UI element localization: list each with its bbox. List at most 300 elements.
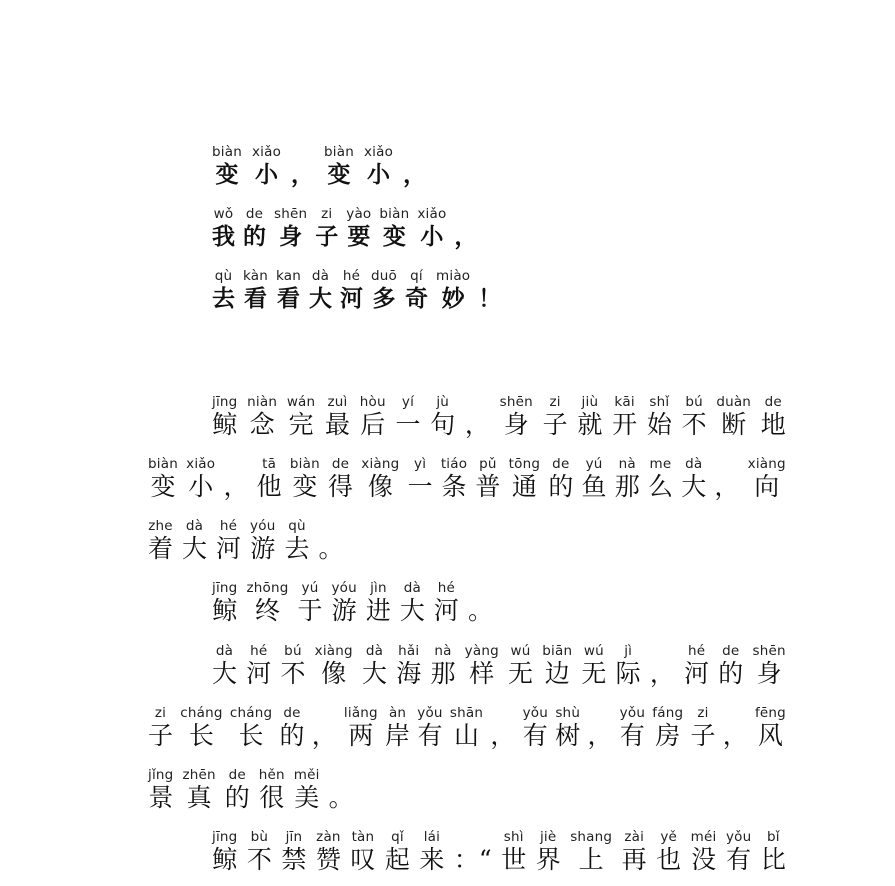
pinyin-character-unit: [212, 643, 237, 689]
pinyin-annotation: de: [228, 767, 246, 783]
pinyin-annotation: shēn: [274, 206, 308, 222]
hanzi-character: 一: [395, 410, 421, 439]
hanzi-character: 妙: [441, 286, 465, 312]
hanzi-character: 的: [224, 783, 250, 812]
pinyin-annotation: kan: [276, 268, 302, 284]
punctuation: [478, 268, 501, 314]
pinyin-annotation: de: [283, 705, 301, 721]
pinyin-annotation: tōng: [508, 456, 541, 472]
text-line-6: [148, 705, 786, 751]
poem-line-1: [212, 144, 436, 190]
hanzi-character: 长: [238, 721, 264, 750]
pinyin-character-unit: [331, 580, 356, 626]
pinyin-annotation: tàn: [351, 829, 375, 845]
hanzi-character: 游: [331, 596, 357, 625]
pinyin-annotation: yàng: [464, 643, 499, 659]
pinyin-annotation: niàn: [247, 394, 278, 410]
pinyin-annotation: biàn: [324, 144, 354, 160]
hanzi-character: 边: [544, 659, 570, 688]
hanzi-character: ，: [649, 659, 675, 688]
hanzi-character: ，: [714, 472, 740, 501]
hanzi-character: 大: [309, 286, 333, 312]
pinyin-annotation: pǔ: [479, 456, 497, 472]
pinyin-annotation: wán: [286, 394, 316, 410]
hanzi-character: ，: [291, 162, 315, 188]
pinyin-annotation: jīng: [212, 394, 238, 410]
pinyin-character-unit: [548, 456, 573, 502]
poem-line-3: [212, 268, 509, 314]
pinyin-annotation: shān: [449, 705, 484, 721]
text-line-3: [148, 518, 352, 564]
pinyin-annotation: bú: [284, 643, 302, 659]
hanzi-character: 也: [656, 845, 682, 874]
hanzi-character: 么: [647, 472, 673, 501]
hanzi-character: 不: [246, 845, 272, 874]
pinyin-character-unit: [441, 456, 467, 502]
pinyin-character-unit: [287, 394, 315, 440]
pinyin-annotation: kàn: [243, 268, 269, 284]
pinyin-annotation: zhōng: [246, 580, 289, 596]
hanzi-character: 样: [469, 659, 495, 688]
hanzi-character: ，: [464, 410, 490, 439]
pinyin-character-unit: [250, 518, 275, 564]
pinyin-character-unit: [246, 643, 271, 689]
hanzi-character: ，: [454, 224, 478, 250]
hanzi-character: 奇: [405, 286, 429, 312]
punctuation: [312, 705, 337, 751]
pinyin-character-unit: [385, 705, 410, 751]
hanzi-character: 身: [756, 659, 782, 688]
pinyin-annotation: zi: [549, 394, 561, 410]
hanzi-character: 看: [277, 286, 301, 312]
pinyin-annotation: duō: [371, 268, 398, 284]
pinyin-character-unit: [247, 394, 277, 440]
hanzi-character: 多: [372, 286, 396, 312]
hanzi-character: 变: [292, 472, 318, 501]
pinyin-annotation: shì: [503, 829, 524, 845]
pinyin-character-unit: [259, 767, 285, 813]
pinyin-annotation: hé: [687, 643, 706, 659]
pinyin-character-unit: [716, 394, 751, 440]
pinyin-character-unit: [294, 767, 320, 813]
pinyin-annotation: zi: [154, 705, 167, 721]
pinyin-character-unit: [430, 394, 455, 440]
hanzi-character: 的: [279, 721, 305, 750]
pinyin-character-unit: [581, 643, 606, 689]
hanzi-character: 景: [148, 783, 174, 812]
punctuation: [454, 829, 492, 875]
hanzi-character: 。: [467, 596, 493, 625]
pinyin-annotation: biàn: [148, 456, 178, 472]
hanzi-character: 河: [340, 286, 364, 312]
hanzi-character: 美: [294, 783, 320, 812]
hanzi-character: 他: [256, 472, 282, 501]
pinyin-character-unit: [434, 580, 459, 626]
pinyin-annotation: wǒ: [213, 206, 234, 222]
pinyin-character-unit: [230, 705, 272, 751]
pinyin-character-unit: [542, 643, 572, 689]
pinyin-character-unit: [417, 206, 446, 252]
punctuation: [454, 206, 477, 252]
pinyin-annotation: shǐ: [649, 394, 670, 410]
pinyin-character-unit: [186, 456, 215, 502]
pinyin-annotation: xiǎo: [417, 206, 447, 222]
pinyin-annotation: shēn: [752, 643, 786, 659]
pinyin-character-unit: [555, 705, 580, 751]
punctuation: [723, 705, 748, 751]
pinyin-character-unit: [379, 206, 409, 252]
pinyin-annotation: kāi: [614, 394, 635, 410]
pinyin-character-unit: [475, 456, 500, 502]
pinyin-character-unit: [346, 206, 371, 252]
hanzi-character: 长: [188, 721, 214, 750]
pinyin-annotation: yǒu: [522, 705, 548, 721]
pinyin-annotation: jiù: [581, 394, 599, 410]
pinyin-annotation: bǐ: [767, 829, 780, 845]
hanzi-character: 上: [578, 845, 604, 874]
pinyin-annotation: liǎng: [343, 705, 378, 721]
hanzi-character: 子: [315, 224, 339, 250]
pinyin-annotation: dà: [215, 643, 234, 659]
pinyin-character-unit: [691, 829, 717, 875]
hanzi-character: 变: [150, 472, 176, 501]
hanzi-character: 普: [475, 472, 501, 501]
hanzi-character: 有: [417, 721, 443, 750]
hanzi-character: 的: [718, 659, 744, 688]
pinyin-annotation: hé: [250, 643, 268, 659]
pinyin-character-unit: [726, 829, 751, 875]
pinyin-annotation: de: [552, 456, 570, 472]
pinyin-annotation: shang: [570, 829, 613, 845]
pinyin-annotation: méi: [690, 829, 717, 845]
punctuation: [650, 643, 675, 689]
hanzi-character: 真: [186, 783, 212, 812]
punctuation: [329, 767, 354, 813]
pinyin-annotation: de: [331, 456, 350, 472]
pinyin-annotation: qù: [288, 518, 306, 534]
hanzi-character: ，: [587, 721, 613, 750]
pinyin-character-unit: [212, 394, 237, 440]
text-line-8: [212, 829, 786, 875]
hanzi-character: 向: [754, 472, 780, 501]
hanzi-character: 风: [757, 721, 783, 750]
pinyin-character-unit: [523, 705, 548, 751]
pinyin-annotation: biàn: [212, 144, 242, 160]
pinyin-annotation: dà: [185, 518, 204, 534]
punctuation: [490, 705, 515, 751]
pinyin-character-unit: [362, 643, 387, 689]
pinyin-character-unit: [620, 705, 645, 751]
hanzi-character: 看: [244, 286, 267, 312]
pinyin-annotation: nà: [434, 643, 452, 659]
pinyin-character-unit: [182, 518, 207, 564]
pinyin-annotation: qí: [410, 268, 423, 284]
pinyin-annotation: xiǎo: [363, 144, 394, 160]
pinyin-annotation: wú: [510, 643, 531, 659]
hanzi-character: 后: [360, 410, 386, 439]
pinyin-character-unit: [316, 829, 341, 875]
hanzi-character: ，: [311, 721, 337, 750]
pinyin-annotation: hé: [437, 580, 456, 596]
pinyin-annotation: yǒu: [725, 829, 752, 845]
hanzi-character: 鲸: [212, 596, 238, 625]
pinyin-character-unit: [465, 643, 499, 689]
pinyin-character-unit: [371, 268, 397, 314]
hanzi-character: 那: [430, 659, 456, 688]
pinyin-character-unit: [212, 144, 242, 190]
pinyin-annotation: qù: [214, 268, 233, 284]
pinyin-character-unit: [297, 580, 322, 626]
text-line-1: [212, 394, 786, 440]
hanzi-character: 子: [148, 721, 174, 750]
pinyin-annotation: yì: [414, 456, 427, 472]
hanzi-character: ，: [403, 162, 427, 188]
pinyin-annotation: yóu: [250, 518, 276, 534]
pinyin-character-unit: [508, 643, 533, 689]
hanzi-character: 叹: [350, 845, 376, 874]
pinyin-character-unit: [436, 268, 470, 314]
hanzi-character: 完: [288, 410, 314, 439]
pinyin-annotation: duàn: [716, 394, 752, 410]
pinyin-annotation: wú: [583, 643, 604, 659]
pinyin-character-unit: [246, 580, 288, 626]
hanzi-character: 那: [614, 472, 640, 501]
pinyin-annotation: měi: [293, 767, 320, 783]
pinyin-character-unit: [315, 206, 338, 252]
pinyin-character-unit: [290, 456, 320, 502]
hanzi-character: 大: [399, 596, 425, 625]
pinyin-annotation: lái: [423, 829, 441, 845]
hanzi-character: 去: [212, 286, 235, 312]
hanzi-character: 无: [508, 659, 534, 688]
pinyin-character-unit: [325, 394, 350, 440]
text-line-2: [148, 456, 786, 502]
pinyin-annotation: dà: [685, 456, 703, 472]
hanzi-character: 我: [212, 224, 235, 250]
hanzi-character: 去: [284, 534, 310, 563]
hanzi-character: ，: [490, 721, 516, 750]
pinyin-annotation: fáng: [652, 705, 684, 721]
pinyin-annotation: miào: [436, 268, 471, 284]
pinyin-character-unit: [656, 829, 681, 875]
hanzi-character: 河: [216, 534, 242, 563]
pinyin-annotation: jǐng: [148, 767, 174, 783]
pinyin-character-unit: [364, 144, 393, 190]
hanzi-character: 小: [420, 224, 444, 250]
pinyin-character-unit: [212, 268, 235, 314]
hanzi-character: 两: [348, 721, 374, 750]
pinyin-character-unit: [148, 705, 173, 751]
pinyin-annotation: xiǎo: [251, 144, 282, 160]
pinyin-character-unit: [616, 643, 641, 689]
pinyin-character-unit: [753, 643, 786, 689]
pinyin-annotation: jīn: [285, 829, 303, 845]
pinyin-annotation: zi: [697, 705, 709, 721]
pinyin-annotation: hòu: [359, 394, 386, 410]
hanzi-character: 赞: [315, 845, 341, 874]
pinyin-annotation: dà: [403, 580, 422, 596]
punctuation: [403, 144, 426, 190]
pinyin-annotation: xiàng: [361, 456, 400, 472]
pinyin-character-unit: [681, 456, 706, 502]
hanzi-character: 始: [646, 410, 672, 439]
pinyin-character-unit: [405, 268, 428, 314]
pinyin-annotation: xiàng: [314, 643, 353, 659]
pinyin-character-unit: [684, 643, 709, 689]
hanzi-character: 。: [328, 783, 354, 812]
hanzi-character: 河: [246, 659, 272, 688]
hanzi-character: 。: [318, 534, 344, 563]
pinyin-annotation: zhēn: [182, 767, 216, 783]
pinyin-annotation: bù: [250, 829, 269, 845]
punctuation: [318, 518, 343, 564]
pinyin-character-unit: [419, 829, 444, 875]
pinyin-annotation: jì: [624, 643, 633, 659]
hanzi-character: 断: [721, 410, 747, 439]
pinyin-annotation: tā: [262, 456, 277, 472]
pinyin-character-unit: [501, 829, 526, 875]
pinyin-character-unit: [340, 268, 363, 314]
hanzi-character: 一: [407, 472, 433, 501]
pinyin-character-unit: [360, 394, 386, 440]
pinyin-character-unit: [257, 456, 282, 502]
punctuation: [468, 580, 493, 626]
pinyin-character-unit: [615, 456, 640, 502]
pinyin-annotation: zàn: [316, 829, 341, 845]
pinyin-character-unit: [366, 580, 391, 626]
pinyin-character-unit: [212, 206, 235, 252]
text-line-5: [212, 643, 786, 689]
hanzi-character: 大: [362, 659, 388, 688]
pinyin-character-unit: [309, 268, 332, 314]
pinyin-character-unit: [276, 268, 301, 314]
pinyin-annotation: nà: [618, 456, 636, 472]
pinyin-annotation: dà: [311, 268, 330, 284]
pinyin-annotation: me: [649, 456, 672, 472]
pinyin-character-unit: [344, 705, 378, 751]
hanzi-character: 再: [621, 845, 647, 874]
hanzi-character: 子: [542, 410, 568, 439]
hanzi-character: 很: [259, 783, 285, 812]
pinyin-annotation: jīng: [212, 829, 238, 845]
pinyin-annotation: qǐ: [391, 829, 404, 845]
pinyin-annotation: jìn: [370, 580, 387, 596]
pinyin-annotation: shù: [555, 705, 581, 721]
hanzi-character: 像: [367, 472, 393, 501]
pinyin-annotation: hǎi: [398, 643, 420, 659]
pinyin-annotation: yǒu: [417, 705, 443, 721]
hanzi-character: 要: [347, 224, 371, 250]
punctuation: [465, 394, 490, 440]
pinyin-character-unit: [500, 394, 533, 440]
pinyin-annotation: zi: [321, 206, 333, 222]
hanzi-character: 身: [503, 410, 529, 439]
poem-line-2: [212, 206, 485, 252]
text-line-4: [212, 580, 502, 626]
pinyin-character-unit: [361, 456, 399, 502]
pinyin-annotation: yóu: [331, 580, 357, 596]
hanzi-character: 终: [254, 596, 280, 625]
pinyin-annotation: cháng: [229, 705, 273, 721]
hanzi-character: 就: [577, 410, 603, 439]
hanzi-character: ，: [223, 472, 249, 501]
pinyin-character-unit: [350, 829, 375, 875]
hanzi-character: 小: [188, 472, 214, 501]
text-line-7: [148, 767, 363, 813]
pinyin-annotation: xiàng: [747, 456, 786, 472]
pinyin-annotation: xiǎo: [186, 456, 216, 472]
hanzi-character: 河: [433, 596, 459, 625]
hanzi-character: 小: [254, 162, 278, 188]
pinyin-annotation: de: [764, 394, 782, 410]
hanzi-character: 鲸: [212, 845, 238, 874]
pinyin-character-unit: [212, 829, 237, 875]
pinyin-annotation: jīng: [212, 580, 238, 596]
pinyin-annotation: bú: [685, 394, 703, 410]
hanzi-character: 不: [681, 410, 707, 439]
hanzi-character: 河: [684, 659, 710, 688]
hanzi-character: 最: [325, 410, 351, 439]
pinyin-annotation: yú: [585, 456, 603, 472]
hanzi-character: 鲸: [212, 410, 238, 439]
pinyin-character-unit: [396, 643, 421, 689]
pinyin-annotation: jù: [436, 394, 450, 410]
hanzi-character: 得: [328, 472, 354, 501]
hanzi-character: 地: [760, 410, 786, 439]
pinyin-annotation: hé: [219, 518, 238, 534]
pinyin-character-unit: [324, 144, 354, 190]
pinyin-character-unit: [509, 456, 540, 502]
hanzi-character: 际: [615, 659, 641, 688]
pinyin-annotation: fēng: [754, 705, 786, 721]
pinyin-character-unit: [647, 394, 672, 440]
hanzi-character: 世: [501, 845, 527, 874]
pinyin-character-unit: [622, 829, 647, 875]
pinyin-character-unit: [652, 705, 683, 751]
pinyin-annotation: yǒu: [619, 705, 646, 721]
pinyin-annotation: tiáo: [440, 456, 468, 472]
pinyin-annotation: zài: [624, 829, 645, 845]
hanzi-character: 有: [726, 845, 752, 874]
pinyin-annotation: biàn: [379, 206, 410, 222]
pinyin-character-unit: [225, 767, 250, 813]
pinyin-annotation: hé: [342, 268, 361, 284]
hanzi-character: 开: [612, 410, 638, 439]
pinyin-character-unit: [284, 518, 309, 564]
hanzi-character: ：“: [453, 845, 492, 874]
pinyin-character-unit: [755, 705, 786, 751]
pinyin-annotation: shēn: [499, 394, 533, 410]
pinyin-character-unit: [430, 643, 455, 689]
pinyin-annotation: de: [722, 643, 740, 659]
hanzi-character: 鱼: [581, 472, 607, 501]
pinyin-character-unit: [243, 206, 266, 252]
hanzi-character: 进: [365, 596, 391, 625]
hanzi-character: 变: [327, 162, 351, 188]
pinyin-character-unit: [682, 394, 707, 440]
hanzi-character: 起: [384, 845, 410, 874]
hanzi-character: 大: [182, 534, 208, 563]
pinyin-character-unit: [252, 144, 281, 190]
pinyin-character-unit: [280, 643, 305, 689]
hanzi-character: 房: [655, 721, 681, 750]
pinyin-character-unit: [417, 705, 442, 751]
pinyin-character-unit: [718, 643, 743, 689]
hanzi-character: 通: [511, 472, 537, 501]
pinyin-character-unit: [182, 767, 215, 813]
hanzi-character: 岸: [385, 721, 411, 750]
pinyin-character-unit: [400, 580, 425, 626]
